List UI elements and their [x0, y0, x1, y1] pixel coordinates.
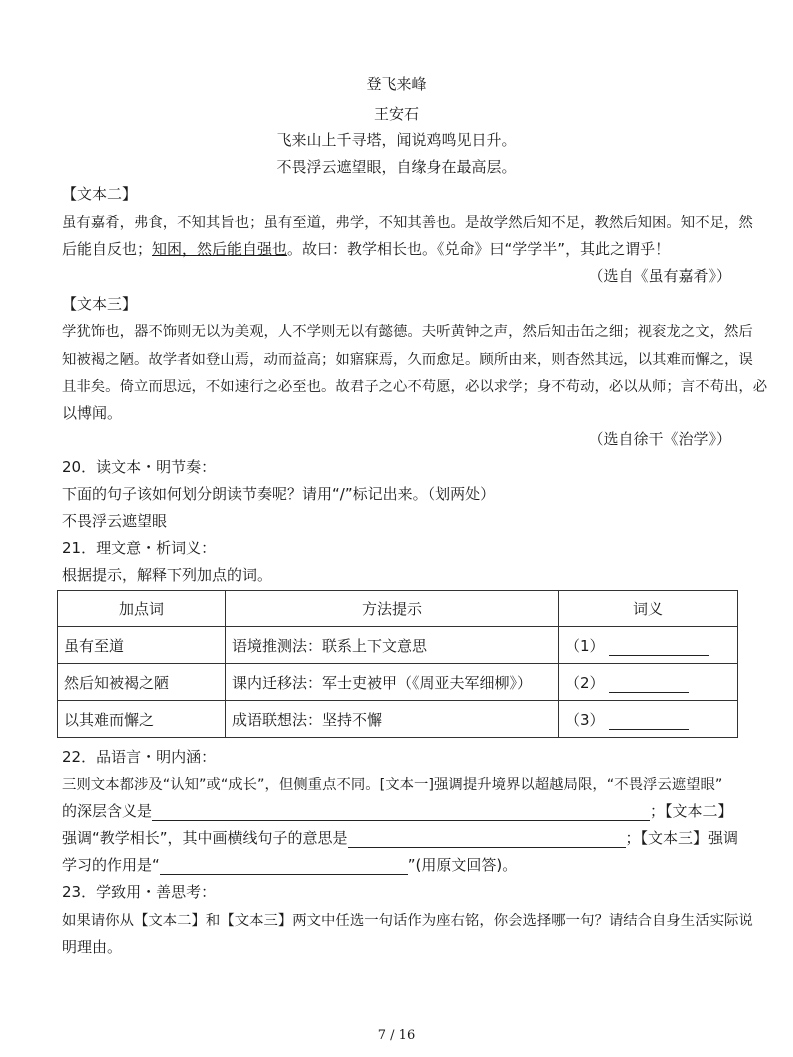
- text3-heading: 【文本三】: [62, 295, 138, 313]
- poem-title: 登飞来峰: [366, 75, 427, 93]
- table-header-hint: 方法提示: [226, 591, 559, 627]
- answer-blank[interactable]: [152, 805, 650, 821]
- text2-p2-after: 。故曰：教学相长也。《兑命》曰“学学半”，其此之谓乎！: [287, 240, 671, 258]
- table-cell-hint: 语境推测法：联系上下文意思: [226, 627, 559, 664]
- word-meaning-table: [57, 590, 738, 738]
- text3-paragraph-line-3: 且非矣。倚立而思远，不如速行之必至也。故君子之心不苟愿，必以求学；身不苟动，必以从师；言不苟出，必: [62, 379, 768, 395]
- answer-number: （3）: [565, 710, 605, 729]
- answer-number: （2）: [565, 673, 605, 692]
- text3-paragraph-line-1: 学犹饰也，器不饰则无以为美观，人不学则无以有懿德。夫听黄钟之声，然后知击缶之细；视衮龙之文，然后: [62, 324, 753, 340]
- table-cell-word: 虽有至道: [58, 627, 226, 664]
- table-row: [58, 664, 738, 701]
- table-cell-meaning: [559, 627, 738, 664]
- q22-line-3: [62, 827, 738, 848]
- answer-blank[interactable]: [609, 714, 689, 730]
- q22-l4-start: 学习的作用是“: [62, 856, 160, 874]
- table-cell-meaning: [559, 701, 738, 738]
- q22-l2-start: 的深层含义是: [62, 802, 153, 820]
- q23-line-2: 明理由。: [62, 938, 123, 956]
- table-row: [58, 627, 738, 664]
- table-header-row: [58, 591, 738, 627]
- q23-title: 23．学致用・善思考：: [62, 883, 217, 901]
- q22-l2-end: ；【文本二】: [650, 802, 733, 820]
- poem-author: 王安石: [373, 105, 419, 123]
- table-cell-hint: 课内迁移法：军士吏被甲（《周亚夫军细柳》）: [226, 664, 559, 701]
- q22-line-4: [62, 854, 517, 875]
- table-row: [58, 701, 738, 738]
- text3-paragraph-line-2: 知被褐之陋。故学者如登山焉，动而益高；如寤寐焉，久而愈足。顾所由来，则杳然其远，以其难而懈之，误: [62, 352, 753, 368]
- answer-blank[interactable]: [609, 677, 689, 693]
- page-number: 7 / 16: [377, 1028, 416, 1043]
- answer-blank[interactable]: [348, 832, 626, 848]
- table-cell-meaning: [559, 664, 738, 701]
- table-cell-word: 以其难而懈之: [58, 701, 226, 738]
- table-header-word: 加点词: [58, 591, 226, 627]
- poem-line-1: 飞来山上千寻塔，闻说鸡鸣见日升。: [276, 131, 517, 149]
- text3-paragraph-line-4: 以博闻。: [62, 404, 123, 422]
- q22-l4-end: ”(用原文回答)。: [407, 856, 518, 874]
- answer-blank[interactable]: [160, 859, 408, 875]
- q21-prompt: 根据提示，解释下列加点的词。: [62, 566, 273, 584]
- text2-heading: 【文本二】: [62, 185, 138, 203]
- table-cell-word: 然后知被褐之陋: [58, 664, 226, 701]
- table-cell-hint: 成语联想法：坚持不懈: [226, 701, 559, 738]
- text2-p2-before: 后能自反也；: [62, 240, 153, 258]
- poem-line-2: 不畏浮云遮望眼，自缘身在最高层。: [276, 158, 517, 176]
- q23-line-1: 如果请你从【文本二】和【文本三】两文中任选一句话作为座右铭，你会选择哪一句？请结合自身生活实际说: [62, 913, 753, 929]
- text2-paragraph-line-2: [62, 238, 670, 259]
- table-header-meaning: 词义: [559, 591, 738, 627]
- text2-paragraph-line-1: 虽有嘉肴，弗食，不知其旨也；虽有至道，弗学，不知其善也。是故学然后知不足，教然后知困。知不足，然: [62, 215, 753, 231]
- text2-underlined-sentence: 知困，然后能自强也: [152, 240, 288, 258]
- q21-title: 21．理文意・析词义：: [62, 539, 217, 557]
- text2-source: （选自《虽有嘉肴》）: [588, 267, 731, 285]
- answer-blank[interactable]: [609, 640, 709, 656]
- q22-l3-end: ；【文本三】强调: [625, 829, 739, 847]
- q20-title: 20．读文本・明节奏：: [62, 458, 217, 476]
- text3-source: （选自徐干《治学》）: [588, 430, 731, 448]
- q22-line-1: 三则文本都涉及“认知”或“成长”，但侧重点不同。[文本一]强调提升境界以超越局限，“不畏浮云遮望眼”: [62, 777, 723, 793]
- q20-prompt: 下面的句子该如何划分朗读节奏呢？请用“/”标记出来。（划两处）: [62, 485, 496, 503]
- q22-title: 22．品语言・明内涵：: [62, 748, 217, 766]
- answer-number: （1）: [565, 636, 605, 655]
- q22-line-2: [62, 800, 733, 821]
- q20-sentence: 不畏浮云遮望眼: [62, 512, 168, 530]
- q22-l3-start: 强调“教学相长”，其中画横线句子的意思是: [62, 829, 348, 847]
